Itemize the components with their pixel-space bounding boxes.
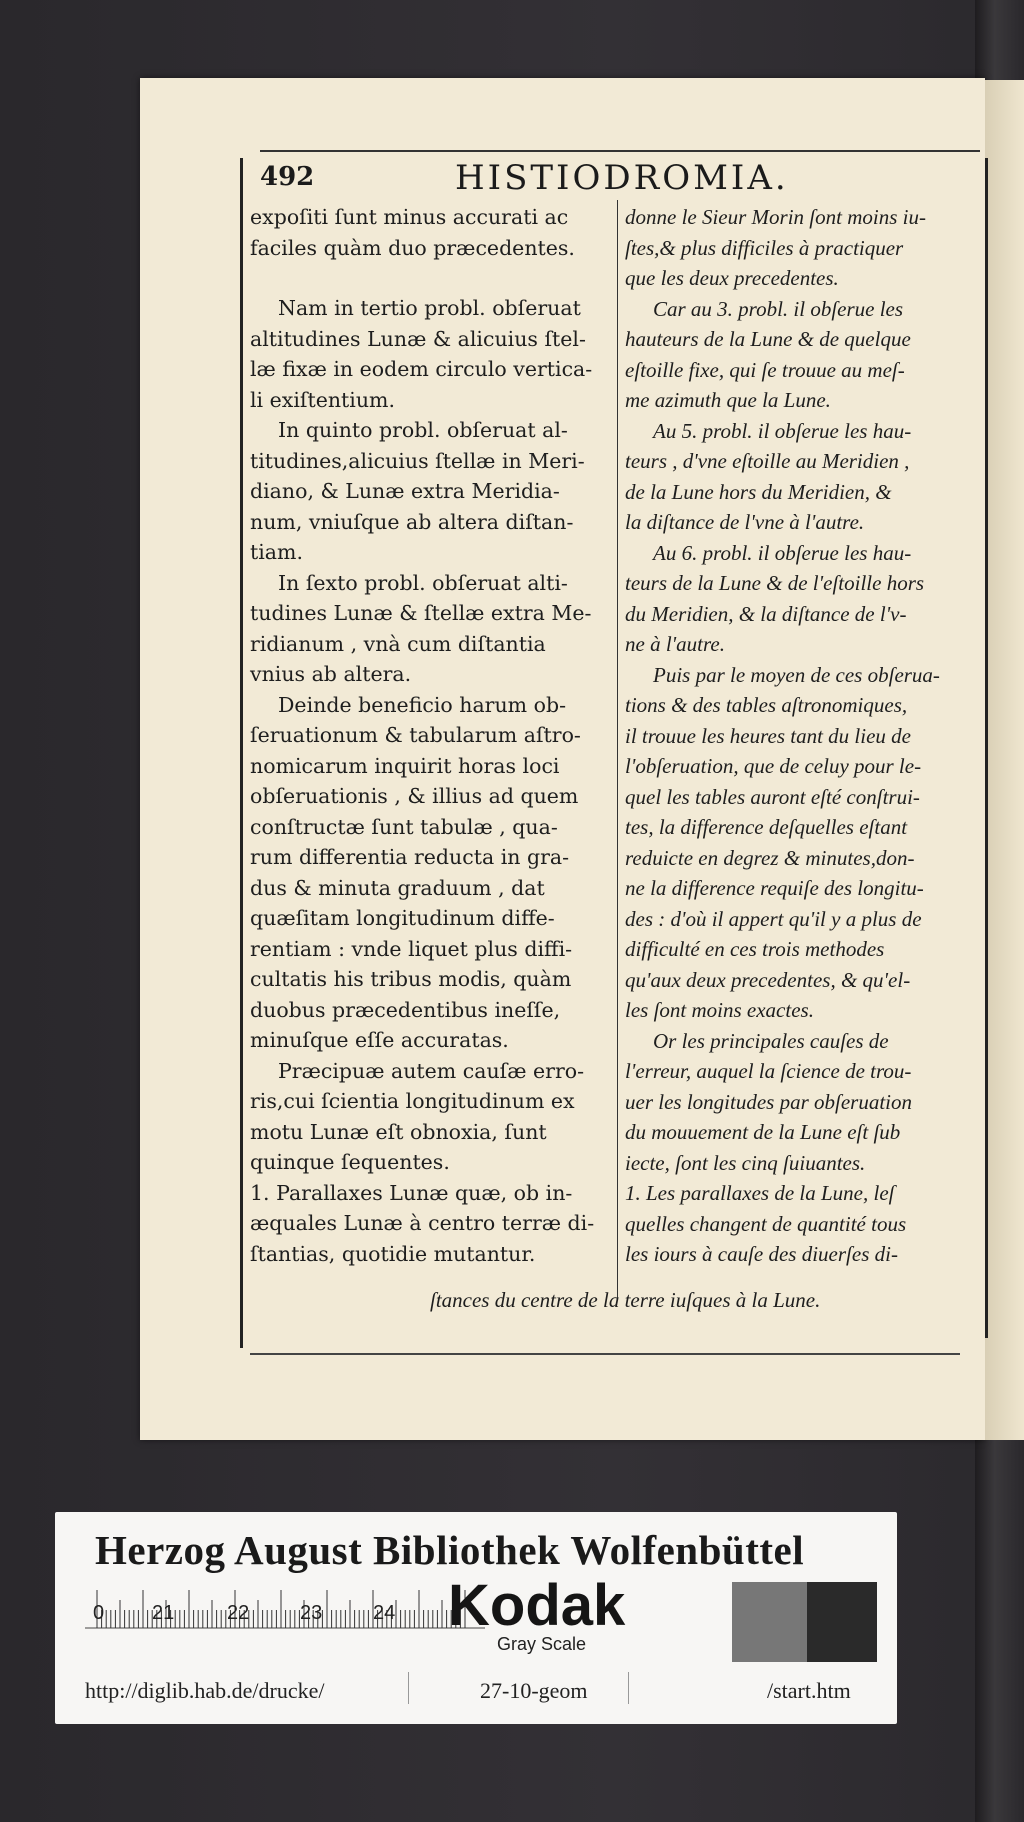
french-line: tions & des tables aſtronomiques, (625, 693, 908, 717)
french-line: Au 6. probl. il obſerue les hau- (653, 540, 912, 565)
dark-swatch (807, 1582, 877, 1662)
latin-line: In ſexto probl. obſeruat alti- (278, 570, 568, 595)
header-rule (260, 150, 980, 152)
latin-line: expoſiti ſunt minus accurati ac (250, 205, 569, 229)
french-line: l'obſeruation, que de celuy pour le- (625, 754, 922, 778)
latin-line: ſtantias, quotidie mutantur. (250, 1241, 536, 1266)
latin-line: ſeruationum & tabularum aſtro- (250, 723, 581, 747)
ruler-label-21: 21 (152, 1602, 175, 1624)
facing-page-edge (985, 80, 1024, 1440)
french-line: ſtes,& plus difficiles à practiquer (625, 235, 904, 260)
latin-line: dus & minuta graduum , dat (250, 875, 545, 900)
latin-line: rentiam : vnde liquet plus diffi- (250, 936, 573, 961)
french-line: uer les longitudes par obſeruation (625, 1089, 912, 1114)
french-line: des : d'où il appert qu'il y a plus de (625, 906, 922, 931)
french-line: quel les tables auront eſté conſtrui- (625, 784, 920, 809)
footer-rule (250, 1353, 960, 1355)
right-margin-rule (985, 158, 988, 1338)
french-line: iecte, ſont les cinq ſuiuantes. (625, 1150, 866, 1175)
french-line: hauteurs de la Lune & de quelque (625, 327, 911, 351)
french-line: il trouue les heures tant du lieu de (625, 723, 911, 748)
page-header (260, 158, 980, 198)
french-line: quelles changent de quantité tous (625, 1211, 907, 1236)
latin-line: 1. Parallaxes Lunæ quæ, ob in- (250, 1180, 573, 1205)
latin-line: motu Lunæ eſt obnoxia, ſunt (250, 1119, 547, 1144)
latin-line: cultatis his tribus modis, quàm (250, 967, 572, 991)
library-name: Herzog August Bibliothek Wolfenbüttel (95, 1527, 805, 1573)
latin-line: faciles quàm duo præcedentes. (250, 235, 575, 260)
latin-line: li exiſtentium. (250, 387, 395, 412)
french-line: Au 5. probl. il obſerue les hau- (653, 418, 912, 443)
french-line: teurs , d'vne eſtoille au Meridien , (625, 449, 910, 473)
french-line: du mouuement de la Lune eſt ſub (625, 1120, 901, 1144)
french-line: Puis par le moyen de ces obſerua- (653, 662, 940, 687)
latin-line: ridianum , vnà cum diſtantia (250, 631, 546, 656)
french-column (625, 202, 983, 1270)
url-suffix: /start.htm (767, 1678, 851, 1703)
running-title: HISTIODROMIA. (455, 158, 789, 198)
latin-spacer (250, 263, 612, 293)
latin-line: Deinde beneficio harum ob- (278, 692, 567, 717)
latin-line: nomicarum inquirit horas loci (250, 753, 560, 778)
french-line: difficulté en ces trois methodes (625, 937, 885, 961)
french-line: les iours à cauſe des diuerſes di- (625, 1242, 898, 1266)
latin-column (250, 202, 612, 1269)
french-closing-line: ſtances du centre de la terre iuſques à la Lune. (430, 1288, 821, 1312)
french-line: la diſtance de l'vne à l'autre. (625, 510, 865, 534)
latin-line: duobus præcedentibus ineſſe, (250, 997, 561, 1022)
kodak-gray-scale-card (55, 1512, 897, 1724)
ruler-label-24: 24 (373, 1602, 396, 1624)
latin-line: diano, & Lunæ extra Meridia- (250, 479, 560, 503)
french-line: l'erreur, auquel la ſcience de trou- (625, 1059, 912, 1083)
latin-line: vnius ab altera. (250, 662, 412, 686)
latin-line: titudines,alicuius ſtellæ in Meri- (250, 448, 585, 473)
url-base: http://diglib.hab.de/drucke/ (85, 1678, 325, 1703)
french-line: qu'aux deux precedentes, & qu'el- (625, 967, 911, 992)
french-line: que les deux precedentes. (625, 266, 839, 290)
latin-line: minuſque eſſe accuratas. (250, 1028, 509, 1052)
french-line: les ſont moins exactes. (625, 998, 814, 1022)
gray-scale-label: Gray Scale (497, 1634, 587, 1654)
latin-line: In quinto probl. obſeruat al- (278, 418, 568, 442)
french-line: tes, la difference deſquelles eſtant (625, 815, 908, 839)
url-divider (628, 1672, 629, 1704)
latin-line: conſtructæ ſunt tabulæ , qua- (250, 814, 558, 839)
french-line: de la Lune hors du Meridien, & (625, 479, 892, 504)
ruler-label-0: 0 (93, 1602, 105, 1624)
latin-line: quinque ſequentes. (250, 1150, 450, 1174)
latin-line: Nam in tertio probl. obſeruat (278, 296, 581, 320)
latin-line: tudines Lunæ & ſtellæ extra Me- (250, 601, 592, 625)
column-divider (617, 200, 618, 1300)
ruler-label-23: 23 (300, 1602, 323, 1624)
latin-line: num, vniuſque ab altera diſtan- (250, 509, 574, 534)
french-line: du Meridien, & la diſtance de l'v- (625, 601, 907, 626)
latin-line: æquales Lunæ à centro terræ di- (250, 1211, 595, 1235)
french-line: donne le Sieur Morin ſont moins iu- (625, 205, 926, 229)
url-id: 27-10-geom (480, 1678, 588, 1703)
url-divider (408, 1672, 409, 1704)
french-line: 1. Les parallaxes de la Lune, leſ (625, 1181, 895, 1205)
page-number: 492 (260, 162, 315, 192)
french-line: teurs de la Lune & de l'eſtoille hors (625, 571, 925, 595)
french-line: eſtoille fixe, qui ſe trouue au meſ- (625, 357, 905, 382)
latin-line: læ fixæ in eodem circulo vertica- (250, 357, 593, 381)
latin-line: obſeruationis , & illius ad quem (250, 784, 579, 808)
gray-swatch (732, 1582, 807, 1662)
french-line: ne à l'autre. (625, 632, 725, 656)
latin-line: quæſitam longitudinum diffe- (250, 906, 555, 930)
kodak-logo: Kodak (448, 1573, 626, 1638)
french-line: Or les principales cauſes de (653, 1028, 889, 1053)
french-line: me azimuth que la Lune. (625, 388, 831, 412)
latin-line: altitudines Lunæ & alicuius ſtel- (250, 326, 586, 351)
french-line: Car au 3. probl. il obſerue les (653, 296, 904, 321)
latin-line: tiam. (250, 540, 303, 564)
latin-line: rum differentia reducta in gra- (250, 845, 570, 869)
latin-line: Præcipuæ autem cauſæ erro- (278, 1058, 585, 1083)
french-line: ne la difference requiſe des longitu- (625, 876, 924, 900)
latin-line: ris,cui ſcientia longitudinum ex (250, 1089, 575, 1113)
ruler-label-22: 22 (227, 1602, 250, 1624)
french-line: reduicte en degrez & minutes,don- (625, 845, 915, 870)
measurement-ruler (85, 1578, 485, 1638)
left-margin-rule (240, 158, 243, 1348)
